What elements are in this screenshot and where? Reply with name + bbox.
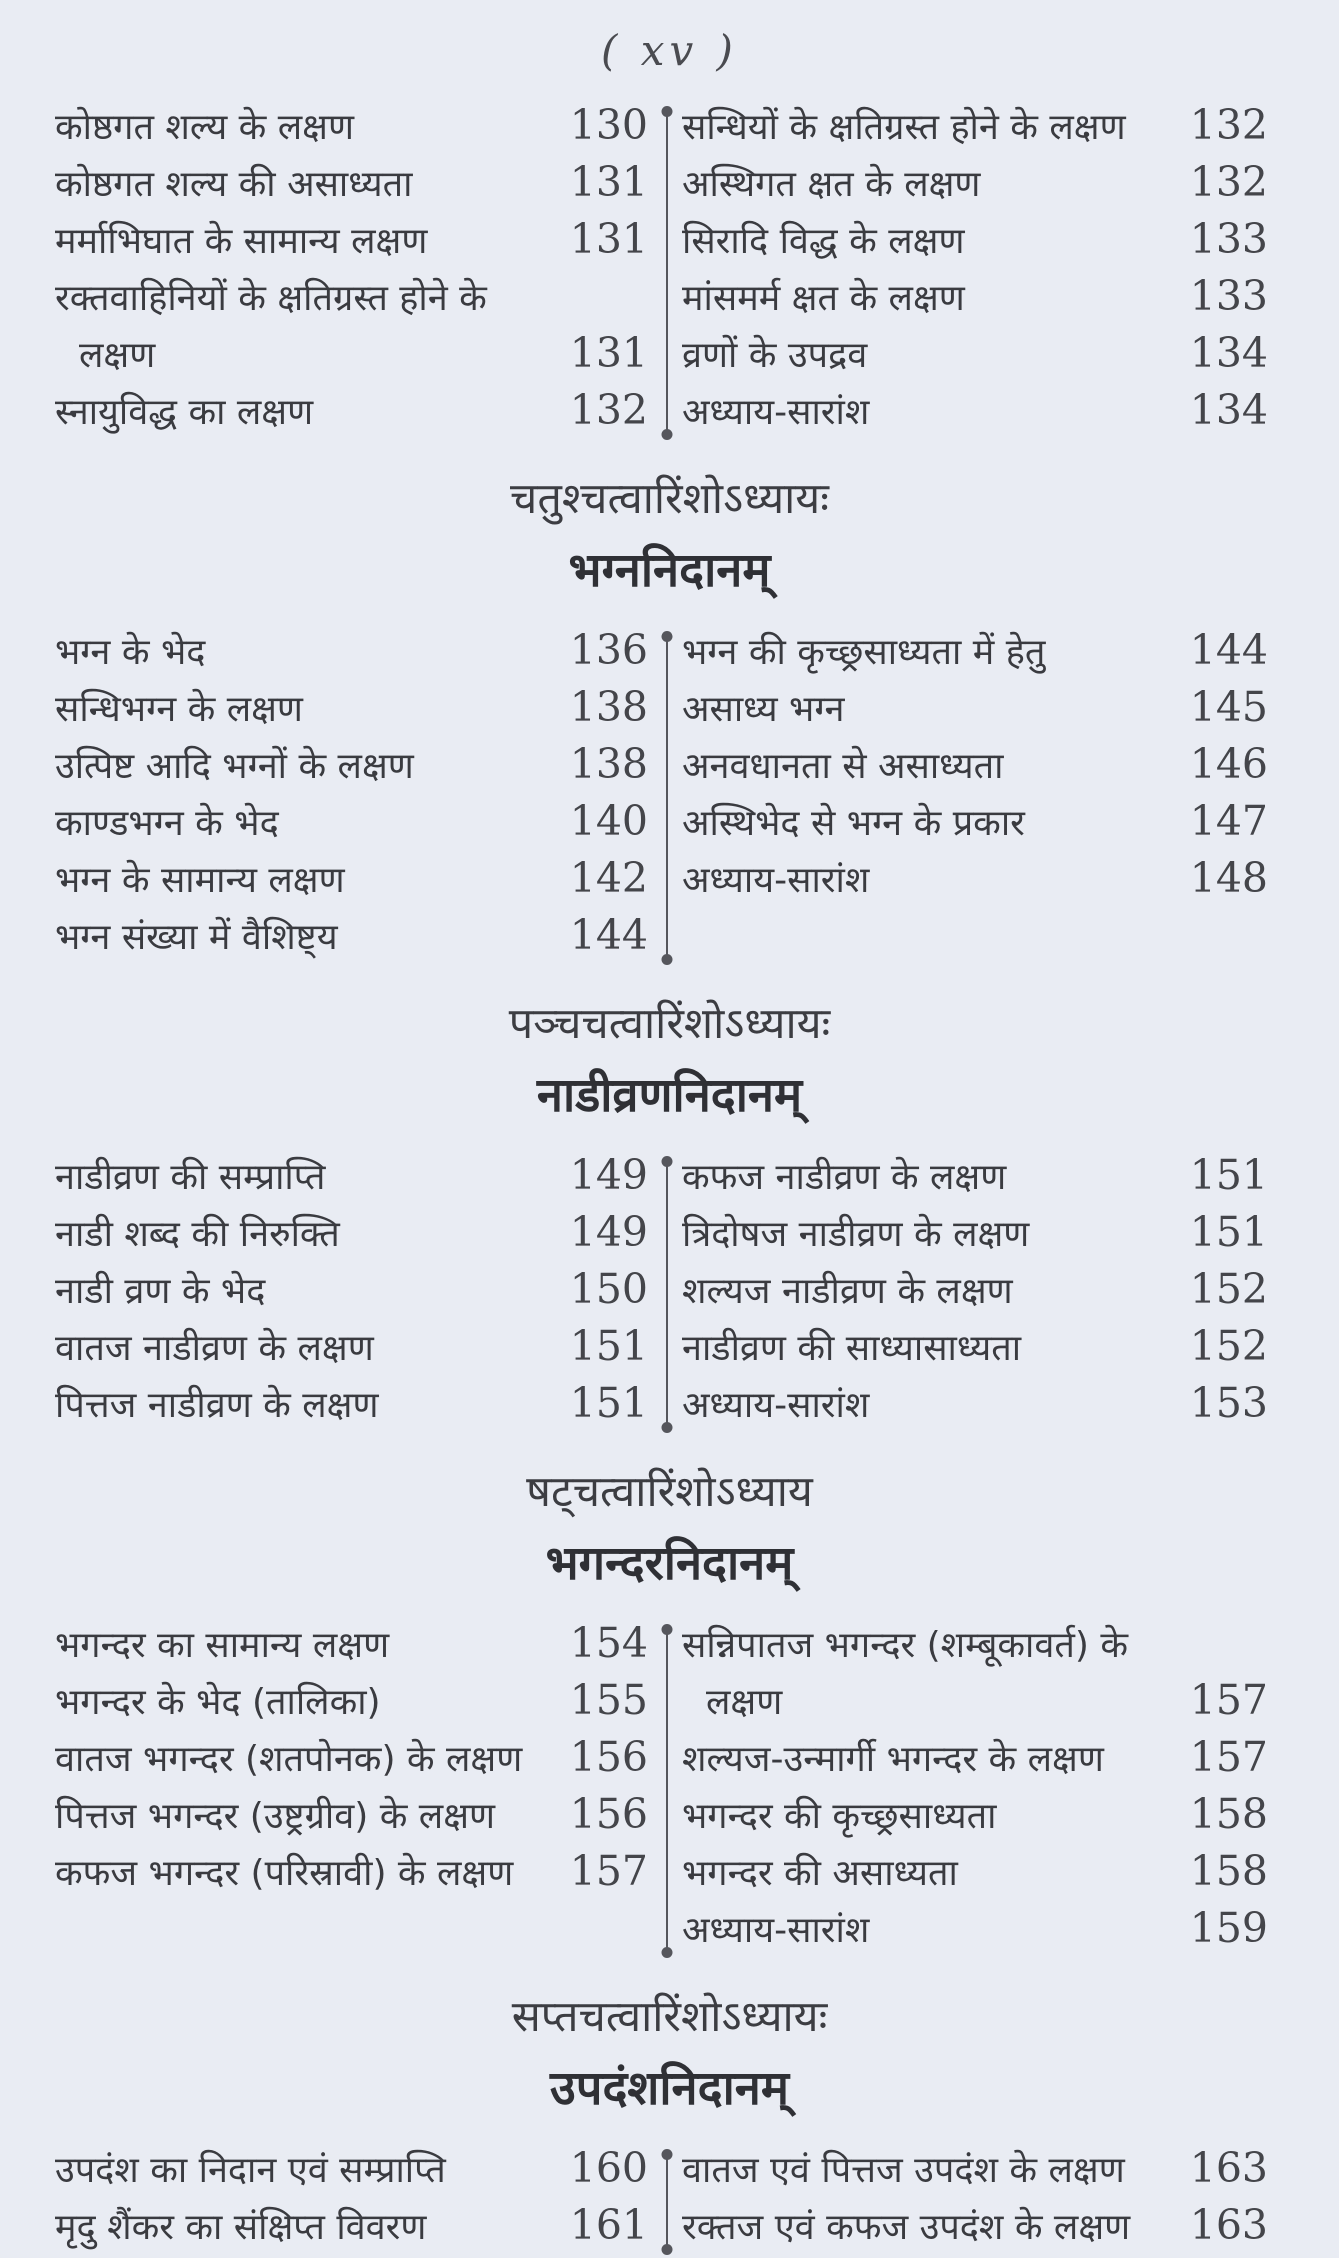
toc-entry-page: 132	[569, 386, 648, 434]
toc-entry-title: अस्थिगत क्षत के लक्षण	[682, 164, 981, 205]
toc-entry-title: अध्याय-सारांश	[682, 392, 870, 433]
toc-entry-page: 133	[1189, 215, 1268, 263]
toc-entry-title: सिरादि विद्ध के लक्षण	[682, 221, 965, 262]
chapter-section	[0, 1985, 1339, 2258]
toc-entry	[55, 797, 648, 854]
toc-entry-title: लक्षण	[706, 1682, 783, 1723]
toc-entry-page: 148	[1189, 854, 1268, 902]
chapter-name-heading: उपदंशनिदानम्	[550, 2061, 789, 2116]
toc-entry-page: 160	[569, 2144, 648, 2192]
toc-left-column	[55, 2144, 648, 2258]
toc-entry-title: मांसमर्म क्षत के लक्षण	[682, 278, 965, 319]
toc-entry	[55, 1619, 648, 1676]
toc-entry-title: लक्षण	[79, 335, 156, 376]
toc-entry-page: 146	[1189, 740, 1268, 788]
toc-entry	[682, 272, 1268, 329]
toc-entry-title: शल्यज-उन्मार्गी भगन्दर के लक्षण	[682, 1739, 1104, 1780]
toc-entry	[55, 2201, 648, 2258]
toc-entry	[682, 1379, 1268, 1436]
toc-entry-title: भग्न के सामान्य लक्षण	[55, 860, 345, 901]
toc-entry-page: 147	[1189, 797, 1268, 845]
toc-entry-page: 158	[1189, 1847, 1268, 1895]
toc-entry-page: 149	[569, 1151, 648, 1199]
toc-entry	[682, 2201, 1268, 2258]
toc-entry-page: 131	[569, 215, 648, 263]
toc-entry-title: रक्तज एवं कफज उपदंश के लक्षण	[682, 2207, 1131, 2248]
toc-entry	[55, 272, 648, 329]
toc-entry-title: भगन्दर का सामान्य लक्षण	[55, 1625, 390, 1666]
chapter-section	[0, 101, 1339, 443]
toc-entry-page: 130	[569, 101, 648, 149]
toc-entry-page: 150	[569, 1265, 648, 1313]
toc-entry-title: अनवधानता से असाध्यता	[682, 746, 1004, 787]
toc-entry	[55, 386, 648, 443]
toc-entry-page: 144	[569, 911, 648, 959]
toc-entry-title: नाडीव्रण की सम्प्राप्ति	[55, 1157, 326, 1198]
toc-columns	[0, 626, 1339, 968]
toc-entry-title: कफज नाडीव्रण के लक्षण	[682, 1157, 1007, 1198]
toc-entry	[55, 215, 648, 272]
toc-entry-page: 138	[569, 683, 648, 731]
toc-entry-title: भगन्दर की कृच्छ्रसाध्यता	[682, 1796, 997, 1837]
toc-entry-page: 131	[569, 329, 648, 377]
toc-entry-page: 132	[1189, 101, 1268, 149]
toc-entry	[55, 1790, 648, 1847]
toc-entry	[55, 101, 648, 158]
column-divider	[666, 1161, 668, 1428]
toc-entry-title: नाडी व्रण के भेद	[55, 1271, 266, 1312]
toc-entry-page: 151	[1189, 1151, 1268, 1199]
toc-entry	[55, 2144, 648, 2201]
toc-entry	[682, 740, 1268, 797]
toc-columns	[0, 2144, 1339, 2258]
toc-entry-page: 154	[569, 1619, 648, 1667]
toc-left-column	[55, 1151, 648, 1436]
toc-entry-title: अस्थिभेद से भग्न के प्रकार	[682, 803, 1025, 844]
toc-right-column	[682, 1619, 1268, 1961]
chapter-name-heading: नाडीव्रणनिदानम्	[536, 1068, 803, 1123]
toc-right-column	[682, 1151, 1268, 1436]
chapter-name-heading: भगन्दरनिदानम्	[545, 1536, 794, 1591]
toc-entry-page: 163	[1189, 2144, 1268, 2192]
toc-entry-page: 133	[1189, 272, 1268, 320]
toc-entry-page: 157	[1189, 1676, 1268, 1724]
toc-entry	[55, 626, 648, 683]
toc-entry-title: वातज एवं पित्तज उपदंश के लक्षण	[682, 2150, 1125, 2191]
toc-entry	[682, 683, 1268, 740]
toc-entry-title: सन्निपातज भगन्दर (शम्बूकावर्त) के	[682, 1625, 1129, 1666]
chapter-name-heading: भग्ननिदानम्	[568, 543, 771, 598]
toc-entry-page: 149	[569, 1208, 648, 1256]
toc-left-column	[55, 626, 648, 968]
toc-entry-title: पित्तज भगन्दर (उष्ट्रग्रीव) के लक्षण	[55, 1796, 496, 1837]
toc-entry-page: 140	[569, 797, 648, 845]
toc-entry-title: उत्पिष्ट आदि भग्नों के लक्षण	[55, 746, 414, 787]
toc-entry-page: 134	[1189, 386, 1268, 434]
chapter-section	[0, 467, 1339, 968]
toc-entry-page: 159	[1189, 1904, 1268, 1952]
toc-entry-page: 144	[1189, 626, 1268, 674]
toc-entry	[682, 1676, 1268, 1733]
toc-right-column	[682, 101, 1268, 443]
toc-left-column	[55, 101, 648, 443]
toc-entry	[682, 626, 1268, 683]
toc-entry-title: भगन्दर की असाध्यता	[682, 1853, 958, 1894]
toc-entry	[682, 215, 1268, 272]
toc-entry-page: 151	[1189, 1208, 1268, 1256]
toc-entry-title: उपदंश का निदान एवं सम्प्राप्ति	[55, 2150, 446, 2191]
toc-entry-title: वातज नाडीव्रण के लक्षण	[55, 1328, 374, 1369]
toc-entry-page: 153	[1189, 1379, 1268, 1427]
toc-entry	[682, 797, 1268, 854]
toc-right-column	[682, 2144, 1268, 2258]
toc-columns	[0, 101, 1339, 443]
toc-entry-title: सन्धिभग्न के लक्षण	[55, 689, 303, 730]
chapter-section	[0, 992, 1339, 1436]
column-divider	[666, 2154, 668, 2250]
toc-entry-title: कफज भगन्दर (परिस्रावी) के लक्षण	[55, 1853, 514, 1894]
toc-entry-page: 163	[1189, 2201, 1268, 2249]
toc-columns	[0, 1619, 1339, 1961]
toc-entry	[55, 1151, 648, 1208]
toc-entry-title: काण्डभग्न के भेद	[55, 803, 279, 844]
toc-entry-page: 156	[569, 1733, 648, 1781]
toc-entry-title: सन्धियों के क्षतिग्रस्त होने के लक्षण	[682, 107, 1126, 148]
toc-sections	[0, 101, 1339, 2258]
toc-entry	[682, 1790, 1268, 1847]
toc-entry-title: व्रणों के उपद्रव	[682, 335, 868, 376]
toc-entry	[682, 101, 1268, 158]
toc-entry-page: 157	[569, 1847, 648, 1895]
toc-entry-page: 138	[569, 740, 648, 788]
toc-entry-title: अध्याय-सारांश	[682, 1910, 870, 1951]
toc-entry-title: भग्न संख्या में वैशिष्ट्य	[55, 917, 338, 958]
toc-entry-title: कोष्ठगत शल्य के लक्षण	[55, 107, 355, 148]
toc-entry	[682, 1208, 1268, 1265]
toc-entry	[55, 1847, 648, 1904]
toc-entry	[55, 1208, 648, 1265]
toc-entry	[682, 2144, 1268, 2201]
toc-entry	[682, 854, 1268, 911]
toc-entry	[682, 1847, 1268, 1904]
toc-entry-page: 134	[1189, 329, 1268, 377]
toc-entry	[55, 911, 648, 968]
toc-entry-title: भग्न के भेद	[55, 632, 206, 673]
toc-entry-title: नाडीव्रण की साध्यासाध्यता	[682, 1328, 1022, 1369]
chapter-number-heading: सप्तचत्वारिंशोऽध्यायः	[511, 1992, 828, 2042]
toc-entry	[55, 740, 648, 797]
toc-entry-title: अध्याय-सारांश	[682, 860, 870, 901]
toc-entry-page: 131	[569, 158, 648, 206]
toc-entry	[682, 386, 1268, 443]
toc-entry	[682, 329, 1268, 386]
toc-entry-page: 158	[1189, 1790, 1268, 1838]
toc-entry	[55, 1379, 648, 1436]
toc-entry	[682, 1904, 1268, 1961]
column-divider	[666, 636, 668, 960]
chapter-number-heading: पञ्चचत्वारिंशोऽध्यायः	[508, 999, 831, 1049]
chapter-section	[0, 1460, 1339, 1961]
toc-entry	[682, 1733, 1268, 1790]
toc-entry	[682, 1151, 1268, 1208]
toc-entry-page: 136	[569, 626, 648, 674]
toc-entry-title: त्रिदोषज नाडीव्रण के लक्षण	[682, 1214, 1030, 1255]
toc-entry-page: 156	[569, 1790, 648, 1838]
toc-entry	[55, 683, 648, 740]
chapter-number-heading: षट्चत्वारिंशोऽध्याय	[526, 1467, 813, 1517]
toc-entry-title: अध्याय-सारांश	[682, 1385, 870, 1426]
toc-entry	[55, 158, 648, 215]
toc-entry-title: भगन्दर के भेद (तालिका)	[55, 1682, 381, 1723]
column-divider	[666, 111, 668, 435]
toc-entry-page: 152	[1189, 1322, 1268, 1370]
toc-entry-title: स्नायुविद्ध का लक्षण	[55, 392, 314, 433]
column-divider	[666, 1629, 668, 1953]
toc-entry-page: 142	[569, 854, 648, 902]
toc-entry-page: 155	[569, 1676, 648, 1724]
page-number-header: ( xv )	[601, 26, 738, 75]
toc-entry-title: मर्माभिघात के सामान्य लक्षण	[55, 221, 428, 262]
toc-entry-title: भग्न की कृच्छ्रसाध्यता में हेतु	[682, 632, 1046, 673]
toc-entry-page: 161	[569, 2201, 648, 2249]
toc-entry-page: 132	[1189, 158, 1268, 206]
toc-entry-page: 151	[569, 1322, 648, 1370]
toc-entry	[682, 1265, 1268, 1322]
toc-entry	[682, 1322, 1268, 1379]
toc-entry-page: 151	[569, 1379, 648, 1427]
toc-entry-title: नाडी शब्द की निरुक्ति	[55, 1214, 340, 1255]
toc-entry-page: 157	[1189, 1733, 1268, 1781]
toc-entry	[55, 329, 648, 386]
toc-entry	[55, 1733, 648, 1790]
toc-left-column	[55, 1619, 648, 1961]
toc-entry-title: मृदु शैंकर का संक्षिप्त विवरण	[55, 2207, 427, 2248]
toc-entry-title: रक्तवाहिनियों के क्षतिग्रस्त होने के	[55, 278, 487, 319]
toc-entry	[682, 158, 1268, 215]
toc-entry	[682, 1619, 1268, 1676]
toc-entry	[55, 1322, 648, 1379]
toc-entry-title: कोष्ठगत शल्य की असाध्यता	[55, 164, 413, 205]
toc-entry	[55, 854, 648, 911]
toc-right-column	[682, 626, 1268, 968]
toc-entry	[55, 1265, 648, 1322]
toc-columns	[0, 1151, 1339, 1436]
toc-entry-page: 145	[1189, 683, 1268, 731]
toc-entry-title: पित्तज नाडीव्रण के लक्षण	[55, 1385, 379, 1426]
toc-entry-title: असाध्य भग्न	[682, 689, 845, 730]
toc-entry-title: वातज भगन्दर (शतपोनक) के लक्षण	[55, 1739, 523, 1780]
chapter-number-heading: चतुश्चत्वारिंशोऽध्यायः	[510, 474, 829, 524]
toc-entry-page: 152	[1189, 1265, 1268, 1313]
toc-entry-title: शल्यज नाडीव्रण के लक्षण	[682, 1271, 1013, 1312]
toc-entry	[55, 1676, 648, 1733]
